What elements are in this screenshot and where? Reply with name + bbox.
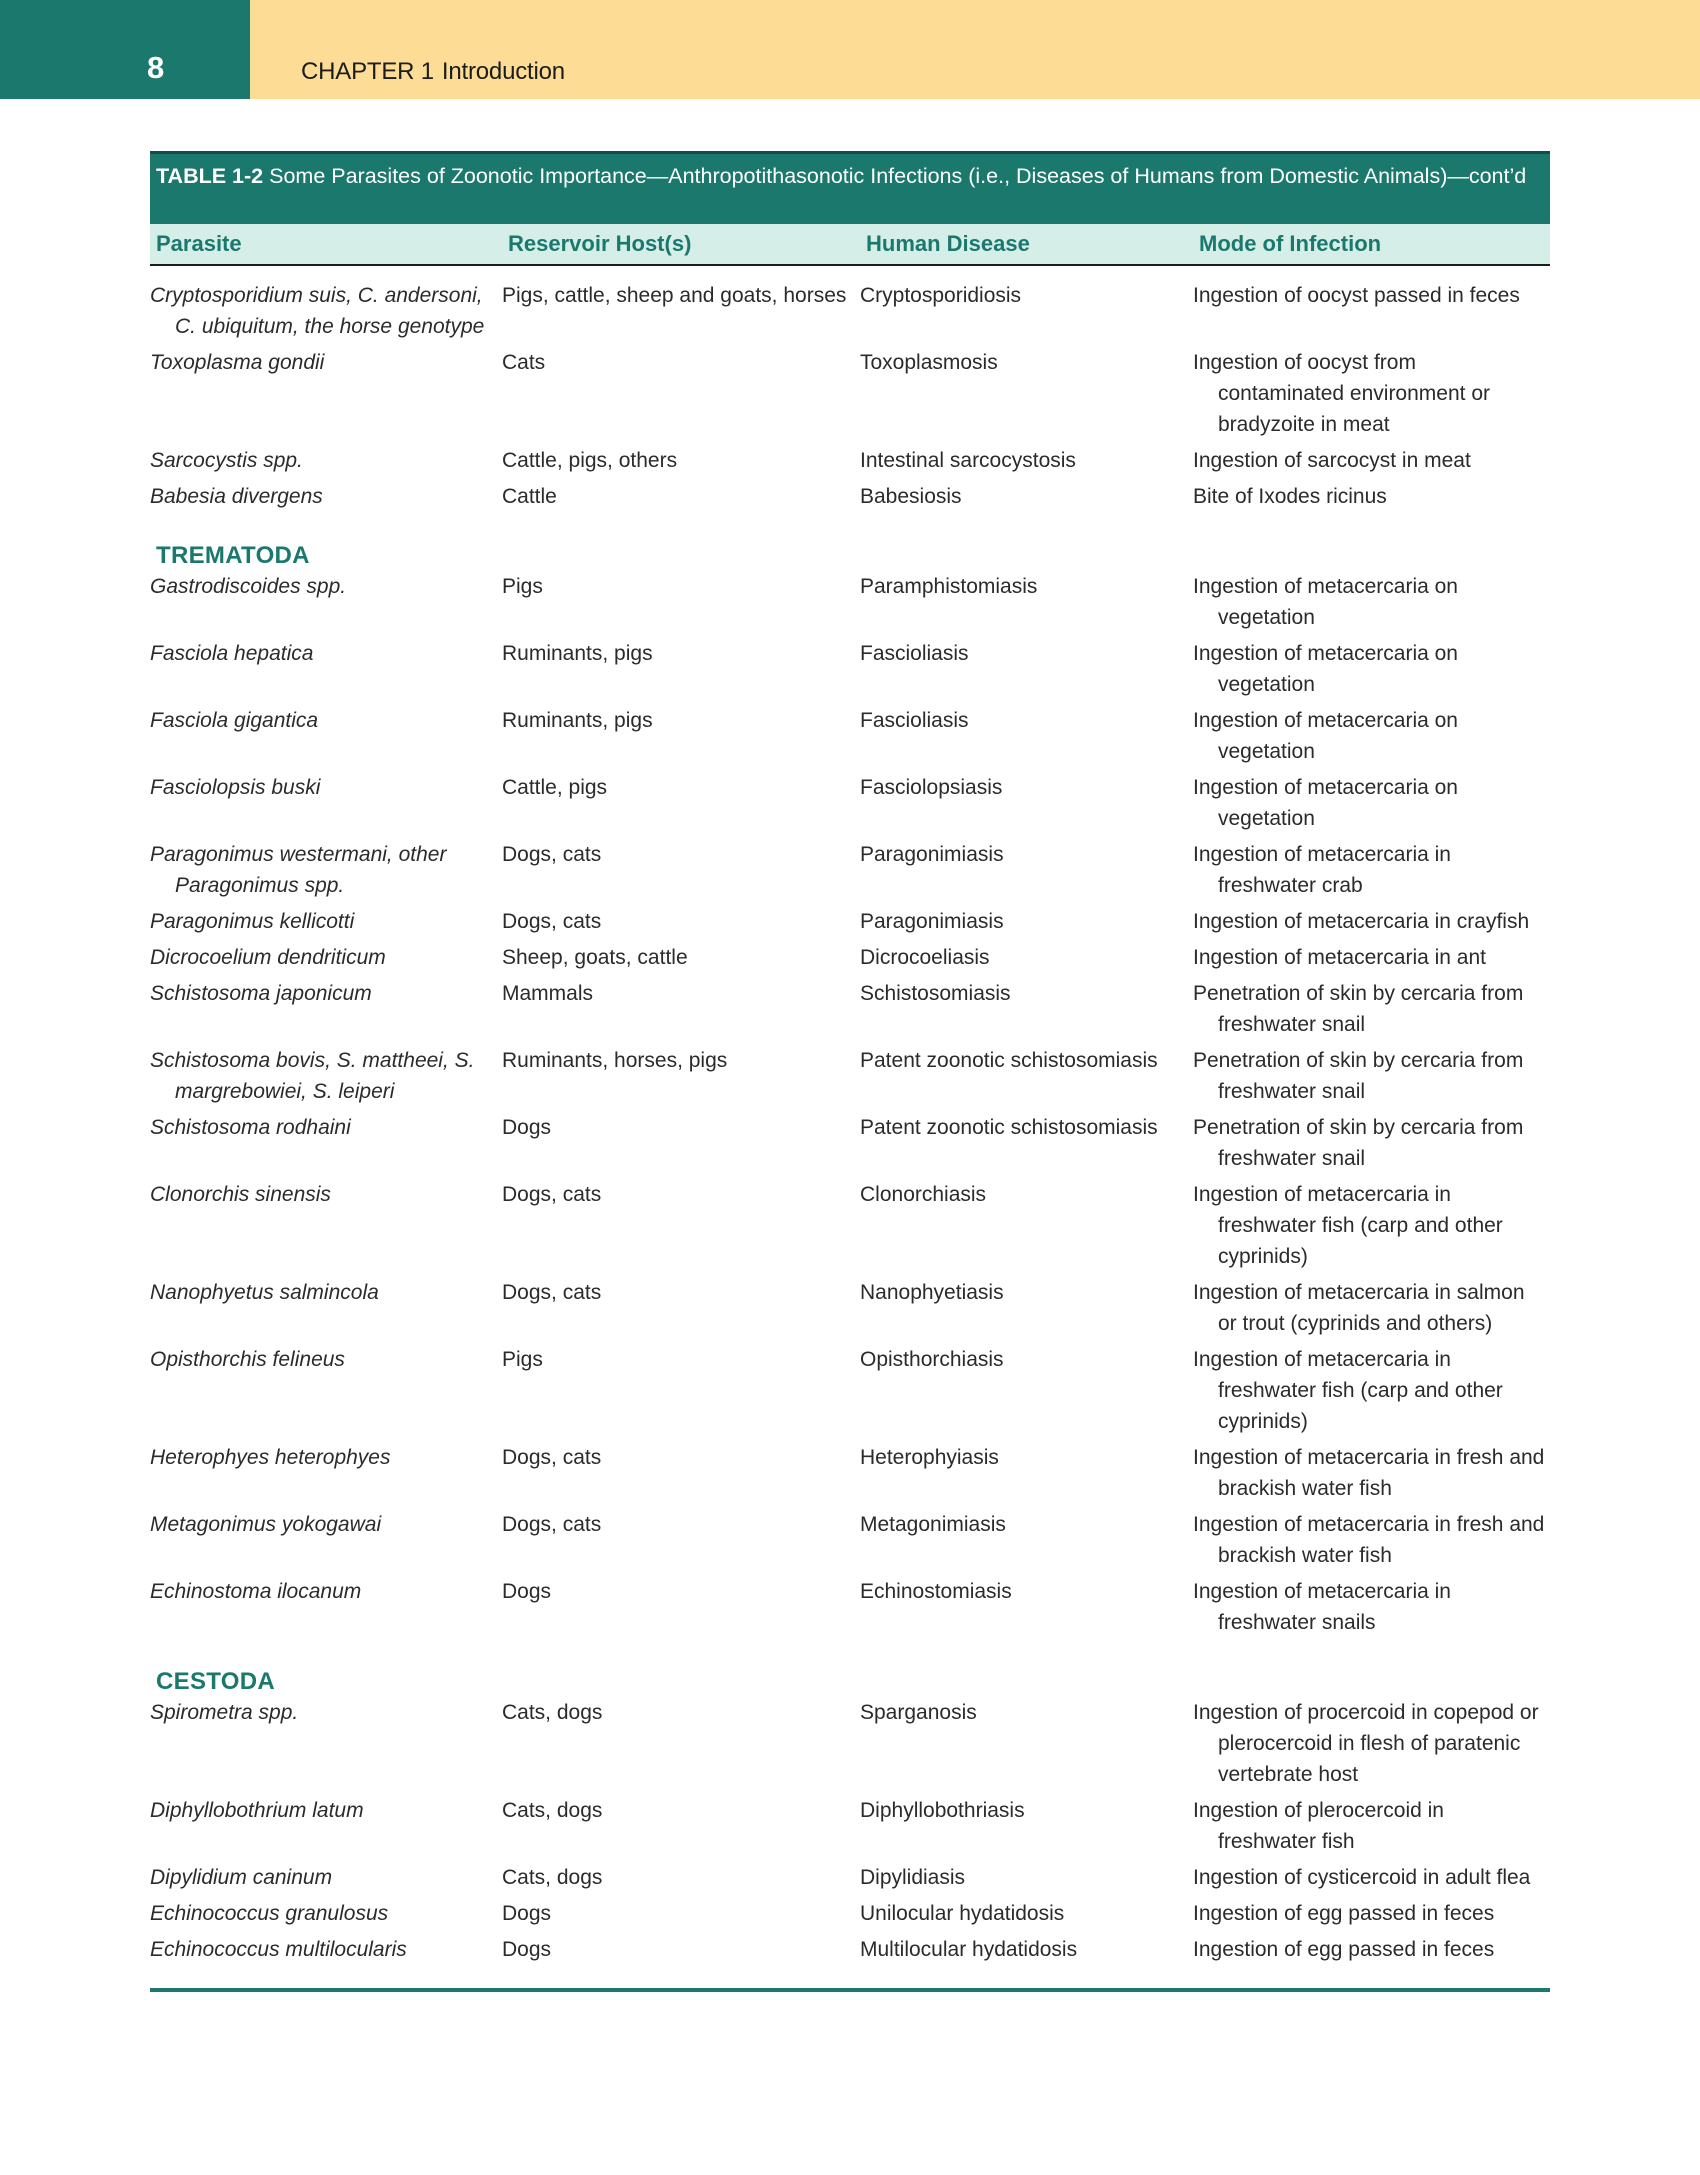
table-row [150,978,1550,1045]
reservoir-host-cell: Dogs, cats [502,910,602,933]
parasite-cell: Spirometra spp. [150,1701,299,1724]
column-header-parasite: Parasite [150,224,502,265]
mode-of-infection-cell: Ingestion of metacercaria on vegetation [1193,642,1458,696]
mode-of-infection-cell: Penetration of skin by cercaria from freshwater snail [1193,982,1524,1036]
reservoir-host-cell: Cats [502,351,546,374]
human-disease-cell: Patent zoonotic schistosomiasis [860,1116,1158,1139]
page-number-tab [0,0,250,99]
mode-of-infection-cell: Ingestion of cysticercoid in adult flea [1193,1866,1531,1889]
parasite-cell: Babesia divergens [150,485,323,508]
parasite-cell: Fasciola hepatica [150,642,314,665]
table-bottom-rule [150,1988,1550,1992]
reservoir-host-cell: Pigs [502,1348,543,1371]
mode-of-infection-cell: Ingestion of procercoid in copepod or plerocercoid in flesh of paratenic vertebrate host [1193,1701,1539,1786]
reservoir-host-cell: Cattle [502,485,557,508]
reservoir-host-cell: Dogs, cats [502,1513,602,1536]
column-header-reservoir-host: Reservoir Host(s) [502,224,860,265]
parasite-cell: Heterophyes heterophyes [150,1446,391,1469]
mode-of-infection-cell: Ingestion of metacercaria in ant [1193,946,1486,969]
human-disease-cell: Metagonimiasis [860,1513,1006,1536]
table-caption-text: Some Parasites of Zoonotic Importance—Anthropotithasonotic Infections (i.e., Diseases of Humans from Domestic Animals)—cont’d [269,164,1527,188]
table-row [150,1112,1550,1179]
column-header-mode-of-infection: Mode of Infection [1193,224,1550,265]
mode-of-infection-cell: Ingestion of metacercaria in fresh and brackish water fish [1193,1446,1545,1500]
parasite-cell: Diphyllobothrium latum [150,1799,364,1822]
parasite-cell: Paragonimus kellicotti [150,910,355,933]
human-disease-cell: Multilocular hydatidosis [860,1938,1078,1961]
mode-of-infection-cell: Ingestion of metacercaria on vegetation [1193,776,1458,830]
table-row [150,942,1550,978]
parasite-cell: Sarcocystis spp. [150,449,303,472]
mode-of-infection-cell: Ingestion of plerocercoid in freshwater fish [1193,1799,1444,1853]
human-disease-cell: Schistosomiasis [860,982,1011,1005]
section-heading-row [150,1643,1550,1697]
mode-of-infection-cell: Ingestion of metacercaria in crayfish [1193,910,1530,933]
table-row [150,265,1550,347]
table-caption-label: TABLE 1-2 [156,164,264,188]
page-number: 8 [147,50,165,85]
chapter-title: Introduction [441,58,565,85]
section-heading: TREMATODA [156,542,310,569]
reservoir-host-cell: Cattle, pigs [502,776,608,799]
reservoir-host-cell: Cats, dogs [502,1799,603,1822]
mode-of-infection-cell: Penetration of skin by cercaria from freshwater snail [1193,1049,1524,1103]
table-row [150,1045,1550,1112]
mode-of-infection-cell: Ingestion of metacercaria in salmon or trout (cyprinids and others) [1193,1281,1525,1335]
reservoir-host-cell: Dogs, cats [502,1183,602,1206]
mode-of-infection-cell: Ingestion of metacercaria in freshwater snails [1193,1580,1451,1634]
reservoir-host-cell: Dogs, cats [502,843,602,866]
table-caption [150,151,1550,224]
mode-of-infection-cell: Ingestion of oocyst passed in feces [1193,284,1520,307]
parasite-cell: Metagonimus yokogawai [150,1513,382,1536]
table-row [150,1442,1550,1509]
mode-of-infection-cell: Ingestion of metacercaria on vegetation [1193,709,1458,763]
reservoir-host-cell: Dogs, cats [502,1446,602,1469]
mode-of-infection-cell: Ingestion of oocyst from contaminated environment or bradyzoite in meat [1193,351,1490,436]
table-row [150,1898,1550,1934]
mode-of-infection-cell: Ingestion of metacercaria in freshwater fish (carp and other cyprinids) [1193,1183,1503,1268]
human-disease-cell: Intestinal sarcocystosis [860,449,1076,472]
reservoir-host-cell: Pigs [502,575,543,598]
mode-of-infection-cell: Ingestion of egg passed in feces [1193,1938,1495,1961]
mode-of-infection-cell: Penetration of skin by cercaria from freshwater snail [1193,1116,1524,1170]
parasite-cell: Gastrodiscoides spp. [150,575,347,598]
table-row [150,638,1550,705]
reservoir-host-cell: Dogs [502,1938,552,1961]
table-row [150,839,1550,906]
human-disease-cell: Patent zoonotic schistosomiasis [860,1049,1158,1072]
human-disease-cell: Toxoplasmosis [860,351,998,374]
reservoir-host-cell: Dogs [502,1116,552,1139]
table-row [150,1344,1550,1442]
data-table [150,224,1550,1970]
reservoir-host-cell: Pigs, cattle, sheep and goats, horses [502,284,847,307]
section-heading-row [150,517,1550,571]
human-disease-cell: Paragonimiasis [860,843,1004,866]
human-disease-cell: Nanophyetiasis [860,1281,1004,1304]
parasite-cell: Echinococcus multilocularis [150,1938,407,1961]
mode-of-infection-cell: Ingestion of metacercaria in freshwater crab [1193,843,1451,897]
parasite-cell: Clonorchis sinensis [150,1183,331,1206]
table-body [150,265,1550,1970]
table-row [150,1509,1550,1576]
table-row [150,1179,1550,1277]
human-disease-cell: Heterophyiasis [860,1446,999,1469]
table-row [150,445,1550,481]
reservoir-host-cell: Cattle, pigs, others [502,449,678,472]
mode-of-infection-cell: Ingestion of metacercaria in freshwater fish (carp and other cyprinids) [1193,1348,1503,1433]
table-row [150,1277,1550,1344]
table-row [150,481,1550,517]
mode-of-infection-cell: Ingestion of sarcocyst in meat [1193,449,1471,472]
human-disease-cell: Sparganosis [860,1701,977,1724]
human-disease-cell: Clonorchiasis [860,1183,987,1206]
human-disease-cell: Fasciolopsiasis [860,776,1003,799]
reservoir-host-cell: Ruminants, horses, pigs [502,1049,728,1072]
reservoir-host-cell: Mammals [502,982,594,1005]
reservoir-host-cell: Ruminants, pigs [502,642,653,665]
reservoir-host-cell: Sheep, goats, cattle [502,946,688,969]
table-row [150,1862,1550,1898]
parasite-cell: Schistosoma bovis, S. mattheei, S. margrebowiei, S. leiperi [150,1049,475,1103]
human-disease-cell: Diphyllobothriasis [860,1799,1025,1822]
table-row [150,1697,1550,1795]
parasite-cell: Opisthorchis felineus [150,1348,345,1371]
human-disease-cell: Dipylidiasis [860,1866,966,1889]
reservoir-host-cell: Ruminants, pigs [502,709,653,732]
human-disease-cell: Fascioliasis [860,642,969,665]
mode-of-infection-cell: Ingestion of metacercaria in fresh and brackish water fish [1193,1513,1545,1567]
human-disease-cell: Opisthorchiasis [860,1348,1004,1371]
column-header-human-disease: Human Disease [860,224,1193,265]
table-row [150,772,1550,839]
table-row [150,1934,1550,1970]
human-disease-cell: Cryptosporidiosis [860,284,1022,307]
parasite-cell: Schistosoma rodhaini [150,1116,351,1139]
table-row [150,906,1550,942]
section-heading: CESTODA [156,1668,276,1695]
parasite-table [150,151,1550,1992]
human-disease-cell: Paragonimiasis [860,910,1004,933]
parasite-cell: Toxoplasma gondii [150,351,325,374]
human-disease-cell: Echinostomiasis [860,1580,1012,1603]
chapter-number: CHAPTER 1 [301,58,434,85]
mode-of-infection-cell: Ingestion of egg passed in feces [1193,1902,1495,1925]
parasite-cell: Fasciola gigantica [150,709,319,732]
table-row [150,705,1550,772]
table-row [150,1576,1550,1643]
human-disease-cell: Fascioliasis [860,709,969,732]
reservoir-host-cell: Dogs, cats [502,1281,602,1304]
mode-of-infection-cell: Bite of Ixodes ricinus [1193,485,1387,508]
reservoir-host-cell: Cats, dogs [502,1701,603,1724]
human-disease-cell: Unilocular hydatidosis [860,1902,1065,1925]
parasite-cell: Dicrocoelium dendriticum [150,946,386,969]
table-row [150,571,1550,638]
chapter-heading [301,58,565,86]
parasite-cell: Echinostoma ilocanum [150,1580,362,1603]
human-disease-cell: Paramphistomiasis [860,575,1038,598]
parasite-cell: Dipylidium caninum [150,1866,333,1889]
parasite-cell: Nanophyetus salmincola [150,1281,379,1304]
parasite-cell: Fasciolopsis buski [150,776,321,799]
page-header-bar [0,0,1700,99]
parasite-cell: Schistosoma japonicum [150,982,372,1005]
reservoir-host-cell: Dogs [502,1902,552,1925]
human-disease-cell: Babesiosis [860,485,962,508]
human-disease-cell: Dicrocoeliasis [860,946,990,969]
column-header-row [150,224,1550,265]
parasite-cell: Paragonimus westermani, other Paragonimus spp. [150,843,447,897]
reservoir-host-cell: Cats, dogs [502,1866,603,1889]
parasite-cell: Cryptosporidium suis, C. andersoni, C. ubiquitum, the horse genotype [150,284,485,338]
table-row [150,347,1550,445]
mode-of-infection-cell: Ingestion of metacercaria on vegetation [1193,575,1458,629]
parasite-cell: Echinococcus granulosus [150,1902,389,1925]
table-row [150,1795,1550,1862]
reservoir-host-cell: Dogs [502,1580,552,1603]
